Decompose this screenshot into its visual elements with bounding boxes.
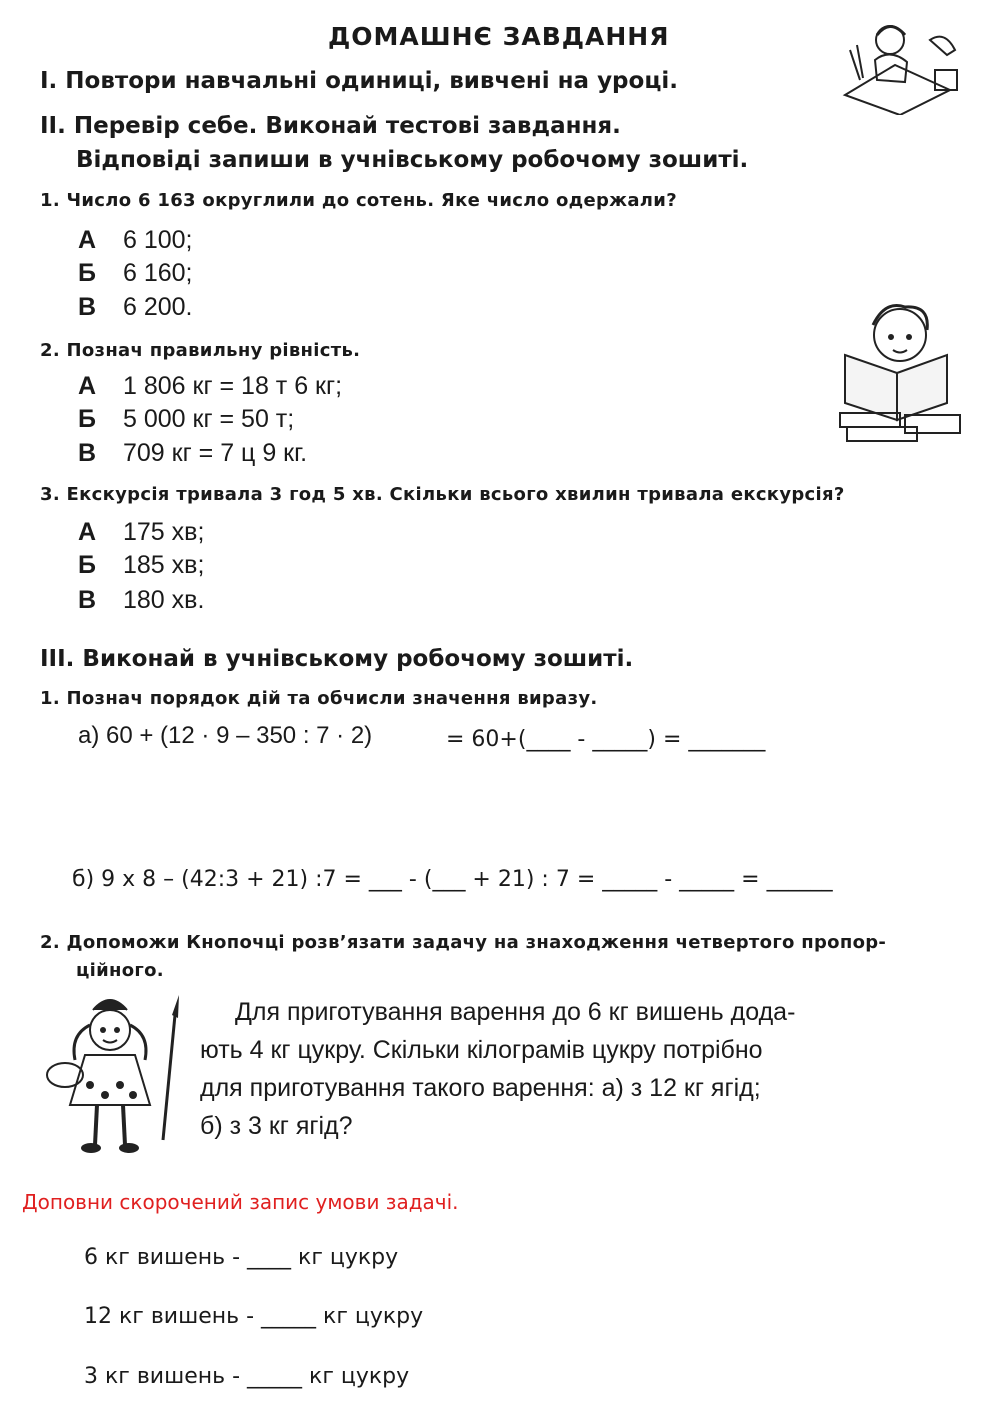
test-2-option-a[interactable] bbox=[78, 372, 342, 401]
task-2-text-line: б) з 3 кг ягід? bbox=[200, 1112, 353, 1140]
task-1b-line[interactable]: б) 9 х 8 – (42:3 + 21) :7 = ___ - (___ + 21) : 7 = _____ - _____ = ______ bbox=[72, 867, 833, 892]
girl-drawing-illustration bbox=[835, 10, 965, 115]
option-text: 185 хв; bbox=[123, 551, 205, 579]
option-letter: А bbox=[78, 226, 97, 254]
task-2-question: 2. Допоможи Кнопочці розв’язати задачу на знаходження четвертого пропор- bbox=[40, 932, 887, 953]
task-2-text-line: Для приготування варення до 6 кг вишень дода- bbox=[235, 998, 796, 1026]
test-2-option-c[interactable] bbox=[78, 439, 307, 468]
test-3-question: 3. Екскурсія тривала 3 год 5 хв. Скільки всього хвилин тривала екскурсія? bbox=[40, 484, 845, 505]
option-text: 5 000 кг = 50 т; bbox=[123, 405, 295, 433]
option-text: 709 кг = 7 ц 9 кг. bbox=[123, 439, 308, 467]
test-3-option-b[interactable] bbox=[78, 551, 204, 580]
page-title: ДОМАШНЄ ЗАВДАННЯ bbox=[328, 22, 670, 51]
option-letter: В bbox=[78, 293, 97, 321]
instruction-text: Доповни скорочений запис умови задачі. bbox=[22, 1190, 459, 1214]
test-1-option-c[interactable] bbox=[78, 293, 193, 322]
option-letter: А bbox=[78, 518, 97, 546]
option-letter: В bbox=[78, 439, 97, 467]
section-2-subheading: Відповіді запиши в учнівському робочому зошиті. bbox=[76, 147, 749, 173]
test-3-option-a[interactable] bbox=[78, 518, 204, 547]
option-text: 180 хв. bbox=[123, 586, 205, 614]
test-1-option-b[interactable] bbox=[78, 259, 193, 288]
option-text: 1 806 кг = 18 т 6 кг; bbox=[123, 372, 343, 400]
option-text: 6 200. bbox=[123, 293, 193, 321]
boy-reading-illustration bbox=[835, 295, 965, 455]
fill-row[interactable]: 6 кг вишень - ____ кг цукру bbox=[84, 1245, 399, 1270]
task-1-question: 1. Познач порядок дій та обчисли значення виразу. bbox=[40, 688, 598, 709]
fill-row[interactable]: 3 кг вишень - _____ кг цукру bbox=[84, 1364, 410, 1389]
option-letter: Б bbox=[78, 405, 96, 433]
test-2-question: 2. Познач правильну рівність. bbox=[40, 340, 361, 361]
option-letter: А bbox=[78, 372, 97, 400]
section-2-heading: ІІ. Перевір себе. Виконай тестові завдання. bbox=[40, 113, 621, 139]
section-3-heading: ІІІ. Виконай в учнівському робочому зошиті. bbox=[40, 646, 634, 672]
option-text: 6 160; bbox=[123, 259, 193, 287]
test-3-option-c[interactable] bbox=[78, 586, 204, 615]
option-letter: В bbox=[78, 586, 97, 614]
test-2-option-b[interactable] bbox=[78, 405, 294, 434]
task-2-question-cont: ційного. bbox=[76, 960, 164, 981]
test-1-option-a[interactable] bbox=[78, 226, 193, 255]
task-1a-expression: а) 60 + (12 · 9 – 350 : 7 · 2) bbox=[78, 722, 373, 749]
girl-painter-illustration bbox=[45, 990, 185, 1160]
task-2-text-line: для приготування такого варення: а) з 12 кг ягід; bbox=[200, 1074, 761, 1102]
task-2-text-line: ють 4 кг цукру. Скільки кілограмів цукру потрібно bbox=[200, 1036, 763, 1064]
option-text: 6 100; bbox=[123, 226, 193, 254]
test-1-question: 1. Число 6 163 округлили до сотень. Яке число одержали? bbox=[40, 190, 677, 211]
task-1a-fill-line[interactable]: = 60+(____ - _____) = _______ bbox=[446, 727, 766, 752]
option-letter: Б bbox=[78, 551, 96, 579]
fill-row[interactable]: 12 кг вишень - _____ кг цукру bbox=[84, 1304, 424, 1329]
option-text: 175 хв; bbox=[123, 518, 205, 546]
option-letter: Б bbox=[78, 259, 96, 287]
section-1-heading: І. Повтори навчальні одиниці, вивчені на уроці. bbox=[40, 68, 678, 94]
